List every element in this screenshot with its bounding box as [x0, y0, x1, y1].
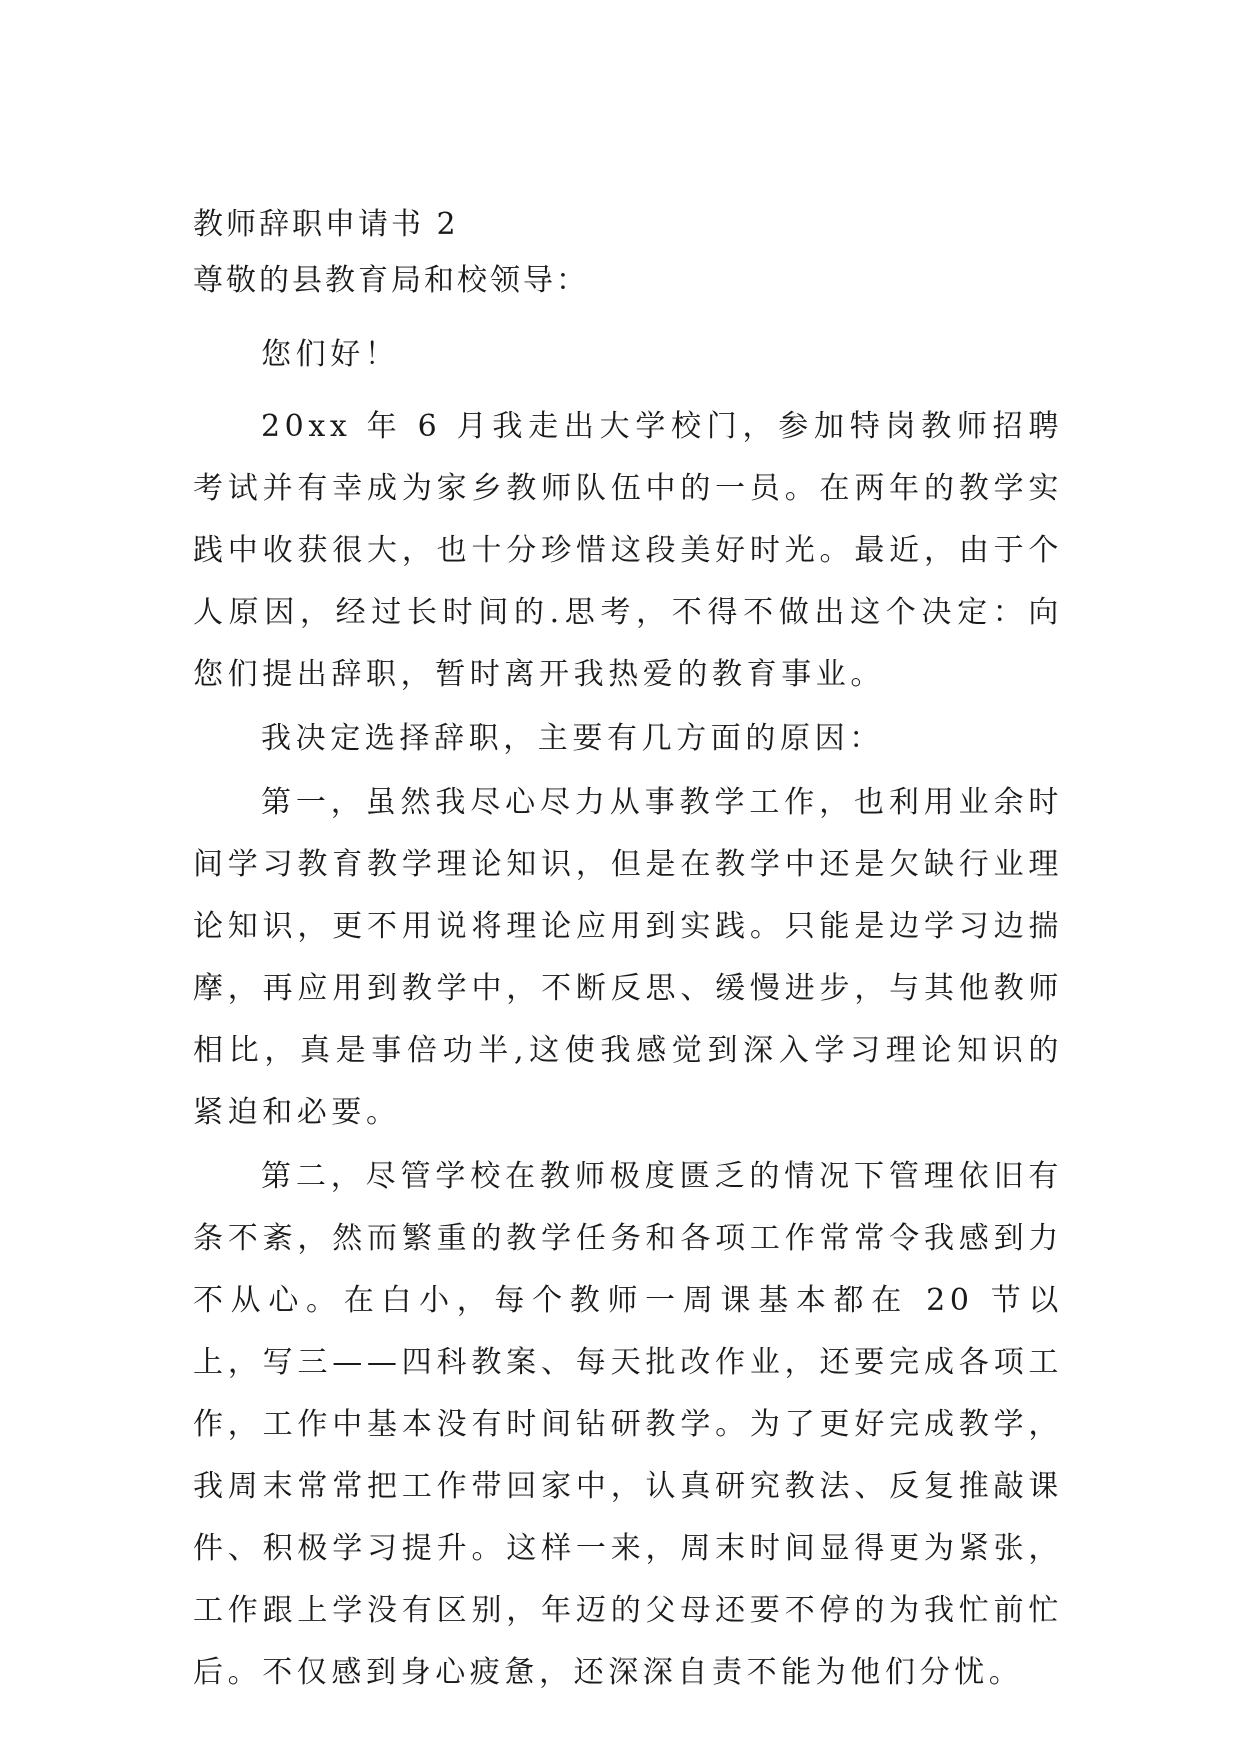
document-title: 教师辞职申请书 2: [193, 207, 459, 242]
paragraph-reason-1: 第一，虽然我尽心尽力从事教学工作，也利用业余时间学习教育教学理论知识，但是在教学中还是欠缺行业理论知识，更不用说将理论应用到实践。只能是边学习边揣摩，再应用到教学中，不断反思、缓慢进步，与其他教师相比，真是事倍功半,这使我感觉到深入学习理论知识的紧迫和必要。: [193, 785, 1063, 1130]
paragraph-reasons-lead: 我决定选择辞职，主要有几方面的原因：: [261, 721, 884, 756]
document-body: [193, 204, 1063, 1706]
salutation: 尊敬的县教育局和校领导：: [193, 263, 589, 298]
paragraph-intro: 20xx 年 6 月我走出大学校门，参加特岗教师招聘考试并有幸成为家乡教师队伍中的一员。在两年的教学实践中收获很大，也十分珍惜这段美好时光。最近，由于个人原因，经过长时间的.思考，不得不做出这个决定：向您们提出辞职，暂时离开我热爱的教育事业。: [193, 409, 1063, 692]
greeting: 您们好！: [261, 337, 400, 372]
paragraph-reason-2: 第二，尽管学校在教师极度匮乏的情况下管理依旧有条不紊，然而繁重的教学任务和各项工作常常令我感到力不从心。在白小，每个教师一周课基本都在 20 节以上，写三——四科教案、每天批改作业，还要完成各项工作，工作中基本没有时间钻研教学。为了更好完成教学，我周末常常把工作带回家中，认真研究教法、反复推敲课件、积极学习提升。这样一来，周末时间显得更为紧张，工作跟上学没有区别，年迈的父母还要不停的为我忙前忙后。不仅感到身心疲惫，还深深自责不能为他们分忧。: [193, 1159, 1063, 1690]
